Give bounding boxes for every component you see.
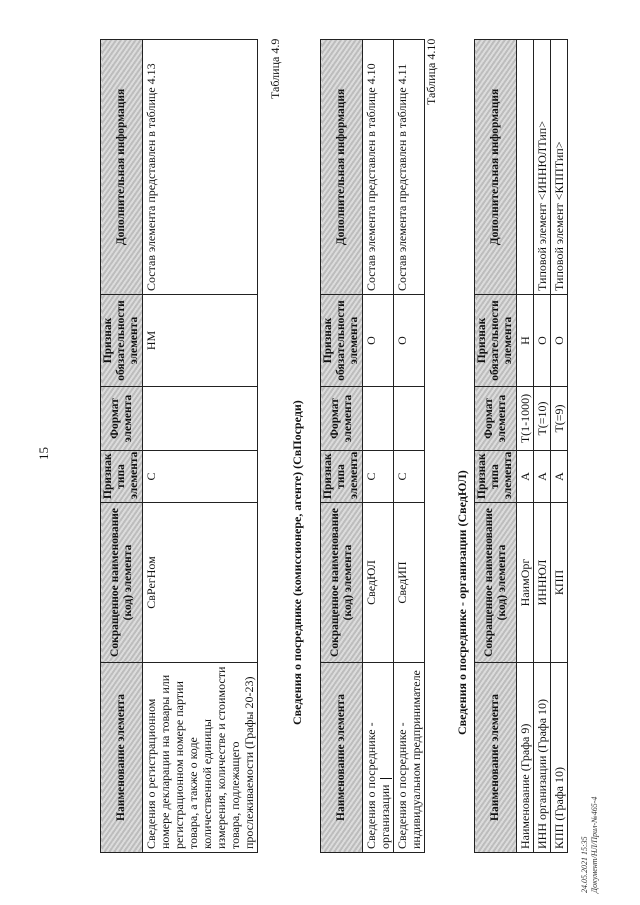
cell-required: О	[363, 295, 394, 387]
cell-info: Типовой элемент <КППТип>	[551, 40, 568, 295]
footer-doc-ref: Документ/НЛ/Прил-№465-4	[590, 796, 599, 893]
cell-required: НМ	[143, 295, 258, 387]
header-info: Дополнительная информация	[101, 40, 143, 295]
cell-type: С	[363, 451, 394, 503]
header-code: Сокращенное наименование (код) элемента	[101, 503, 143, 663]
cell-type: А	[534, 451, 551, 503]
table-continuation	[100, 39, 258, 853]
table-row	[363, 40, 394, 853]
header-info: Дополнительная информация	[475, 40, 517, 295]
cell-required: О	[534, 295, 551, 387]
cell-name: Наименование (Графа 9)	[517, 663, 534, 853]
cell-code: КПП	[551, 503, 568, 663]
table-row	[534, 40, 551, 853]
cell-info: Типовой элемент <ИННЮЛТип>	[534, 40, 551, 295]
cell-format: T(1-1000)	[517, 387, 534, 451]
cell-info: Состав элемента представлен в таблице 4.11	[394, 40, 425, 295]
footer-stamp	[580, 797, 600, 893]
table-row	[517, 40, 534, 853]
cell-code: СведЮЛ	[363, 503, 394, 663]
table-row	[551, 40, 568, 853]
cell-code: ИННЮЛ	[534, 503, 551, 663]
cell-type: С	[143, 451, 258, 503]
header-name: Наименование элемента	[101, 663, 143, 853]
table-header-row	[321, 40, 363, 853]
cell-name: Сведения о посреднике - индивидуальном предпринимателе	[394, 663, 425, 853]
header-name: Наименование элемента	[475, 663, 517, 853]
cell-name: КПП (Графа 10)	[551, 663, 568, 853]
cell-format: T(=9)	[551, 387, 568, 451]
header-code: Сокращенное наименование (код) элемента	[321, 503, 363, 663]
header-type: Признак типа элемента	[321, 451, 363, 503]
cell-info	[517, 40, 534, 295]
cell-format	[363, 387, 394, 451]
header-info: Дополнительная информация	[321, 40, 363, 295]
header-format: Формат элемента	[475, 387, 517, 451]
cell-code: НаимОрг	[517, 503, 534, 663]
table-header-row	[475, 40, 517, 853]
cell-type: А	[551, 451, 568, 503]
table-4-10	[474, 39, 568, 853]
table-caption-4-10: Таблица 4.10	[424, 38, 438, 105]
header-name: Наименование элемента	[321, 663, 363, 853]
table-row	[143, 40, 258, 853]
header-code: Сокращенное наименование (код) элемента	[475, 503, 517, 663]
header-format: Формат элемента	[101, 387, 143, 451]
cell-format	[394, 387, 425, 451]
cell-name: ИНН организации (Графа 10)	[534, 663, 551, 853]
table-row	[394, 40, 425, 853]
cell-name: Сведения о регистрационном номере декларации на товары или регистрационном номере партии товара, а также о коде количественной единицы измерения, количестве и стоимости товара, подлежащего прослеживаемости (Графы 20-23)	[143, 663, 258, 853]
table-header-row	[101, 40, 143, 853]
cell-info: Состав элемента представлен в таблице 4.10	[363, 40, 394, 295]
cell-name	[363, 663, 394, 853]
cell-type: А	[517, 451, 534, 503]
header-required: Признак обязательности элемента	[475, 295, 517, 387]
cell-code: СведИП	[394, 503, 425, 663]
header-required: Признак обязательности элемента	[101, 295, 143, 387]
table-title-4-10: Сведения о посреднике - организации (СведЮЛ)	[455, 470, 469, 735]
footer-date: 24.05.2021 15:35	[580, 836, 589, 893]
cell-required: О	[551, 295, 568, 387]
table-caption-4-9: Таблица 4.9	[268, 38, 282, 99]
cell-type: С	[394, 451, 425, 503]
header-type: Признак типа элемента	[101, 451, 143, 503]
header-format: Формат элемента	[321, 387, 363, 451]
cell-info: Состав элемента представлен в таблице 4.13	[143, 40, 258, 295]
table-title-4-9: Сведения о посреднике (комиссионере, агенте) (СвПосреди)	[290, 400, 304, 725]
page-number: 15	[36, 447, 51, 460]
cell-code: СвРегНом	[143, 503, 258, 663]
cell-format	[143, 387, 258, 451]
cell-name-text: Сведения о посреднике - организации	[364, 722, 392, 849]
header-required: Признак обязательности элемента	[321, 295, 363, 387]
cell-required: Н	[517, 295, 534, 387]
cell-format: T(=10)	[534, 387, 551, 451]
table-4-9	[320, 39, 425, 853]
cell-required: О	[394, 295, 425, 387]
header-type: Признак типа элемента	[475, 451, 517, 503]
pen-mark	[380, 778, 392, 779]
